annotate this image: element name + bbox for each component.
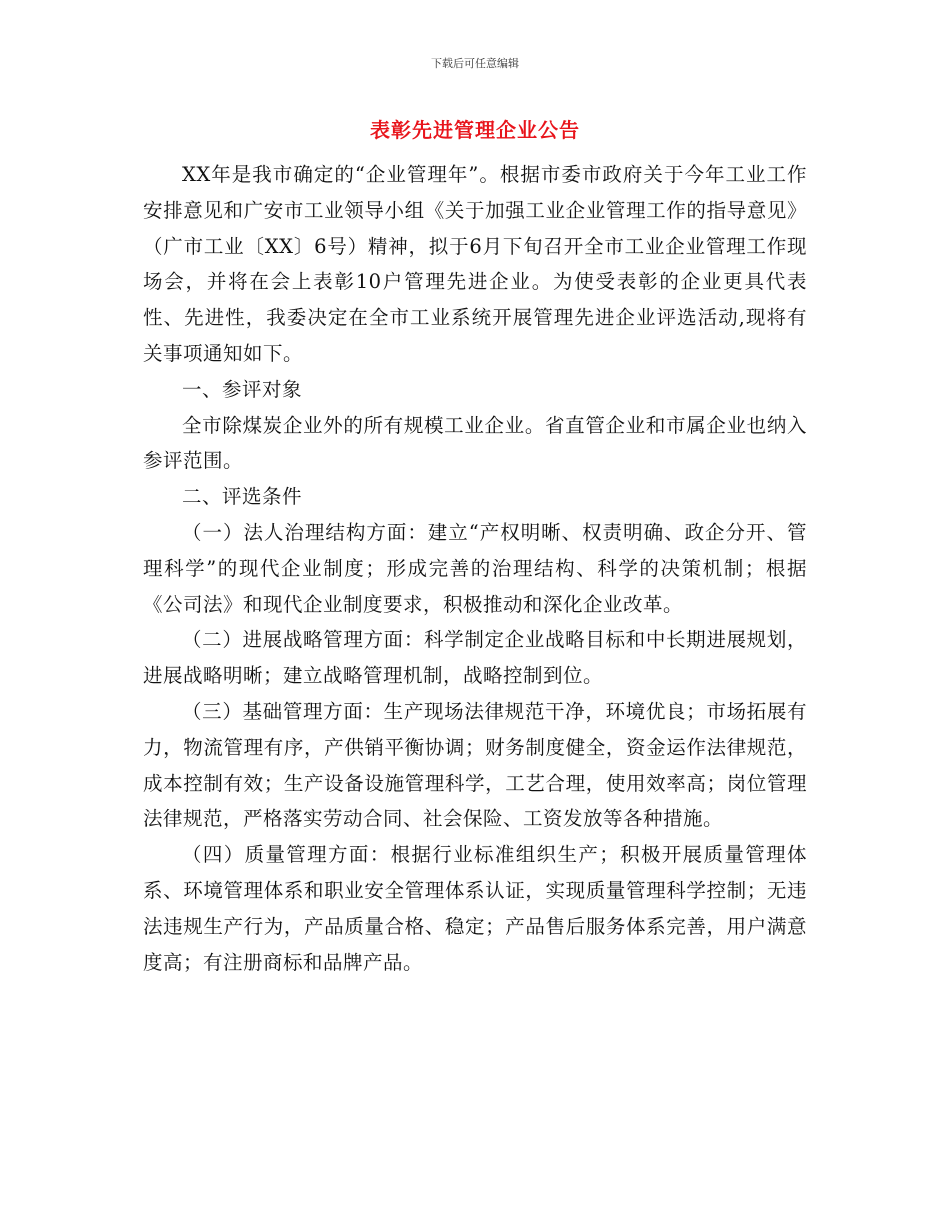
criteria-quality-paragraph: （四）质量管理方面：根据行业标准组织生产；积极开展质量管理体系、环境管理体系和职业安全管理体系认证，实现质量管理科学控制；无违法违规生产行为，产品质量合格、稳定；产品售后服务体系完善，用户满意度高；有注册商标和品牌产品。: [143, 843, 807, 974]
document-body: [143, 157, 807, 980]
criteria-basic-management-paragraph: （三）基础管理方面：生产现场法律规范干净，环境优良；市场拓展有力，物流管理有序，产供销平衡协调；财务制度健全，资金运作法律规范，成本控制有效；生产设备设施管理科学，工艺合理，使用效率高；岗位管理法律规范，严格落实劳动合同、社会保险、工资发放等各种措施。: [143, 699, 807, 831]
section-heading-participants: 一、参评对象: [182, 377, 303, 401]
intro-paragraph: XX年是我市确定的“企业管理年”。根据市委市政府关于今年工业工作安排意见和广安市工业领导小组《关于加强工业企业管理工作的指导意见》（广市工业〔XX〕6号）精神，拟于6月下旬召开全市工业企业管理工作现场会，并将在会上表彰10户管理先进企业。为使受表彰的企业更具代表性、先进性，我委决定在全市工业系统开展管理先进企业评选活动,现将有关事项通知如下。: [143, 163, 807, 365]
criteria-strategy-paragraph: （二）进展战略管理方面：科学制定企业战略目标和中长期进展规划，进展战略明晰；建立战略管理机制，战略控制到位。: [143, 628, 807, 688]
header-note: 下载后可任意编辑: [431, 57, 519, 70]
participants-paragraph: 全市除煤炭企业外的所有规模工业企业。省直管企业和市属企业也纳入参评范围。: [143, 413, 807, 473]
section-heading-criteria: 二、评选条件: [182, 485, 303, 509]
document-title: 表彰先进管理企业公告: [370, 118, 580, 142]
criteria-governance-paragraph: （一）法人治理结构方面：建立“产权明晰、权责明确、政企分开、管理科学”的现代企业制度；形成完善的治理结构、科学的决策机制；根据《公司法》和现代企业制度要求，积极推动和深化企业改革。: [143, 520, 807, 616]
